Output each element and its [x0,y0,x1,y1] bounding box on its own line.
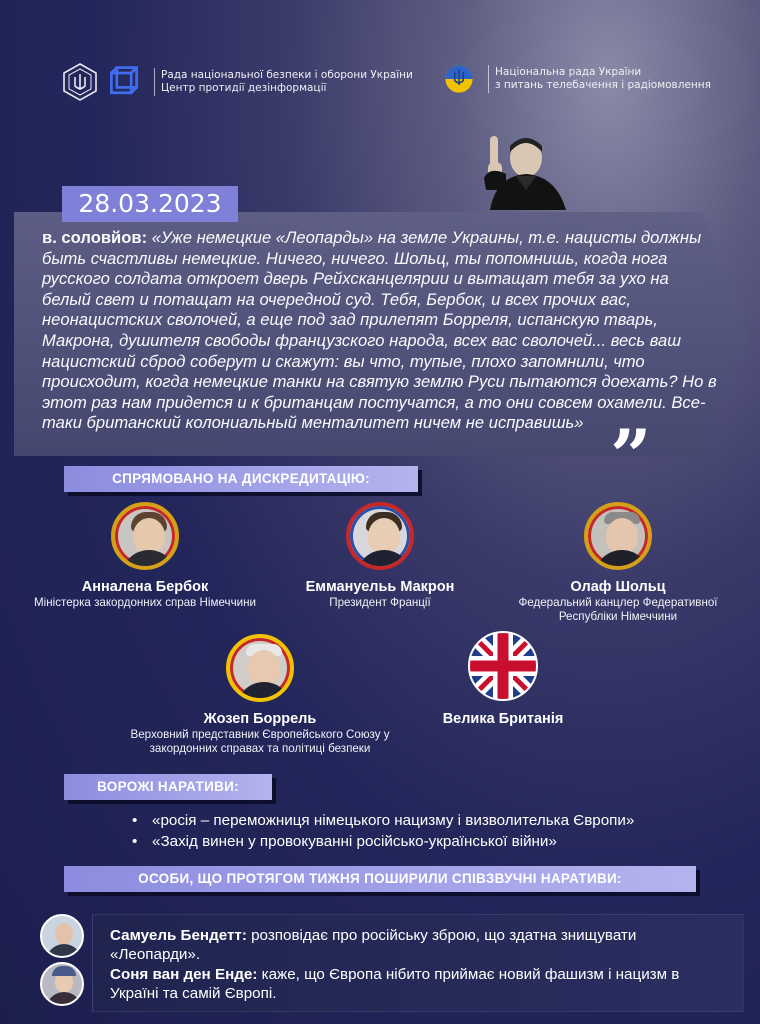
person-role: Президент Франції [329,596,431,609]
uk-flag-icon [467,630,539,702]
council-name-line1: Національна рада України [495,66,642,78]
person-name: Жозеп Боррель [203,711,317,727]
spreader-item [110,965,740,984]
quote-body: «Уже немецкие «Леопарды» на земле Украины, т.е. нацисты должны быть счастливы немецкие. Ничего, ничего. Шольц, ты попомнишь, когда нога русского солдата откроет дверь Рейхсканцелярии и вытащат тебя за ухо на белый свет и потащат на очередной суд. Тебя, Бербок, и всех прочих вас, неонацистских сволочей, а еще под зад прилепят Борреля, испанскую тварь, Макрона, душителя свободы французского народа, всех вас сволочей... весь ваш нацистский сброд соберут и скажут: вы что, тупые, плохо запомнили, что происходит, когда немецкие танки на святую землю Руси пытаются доехать? Но в этот раз нам придется и к британцам постучатся, а то они совсем охамели. Все-таки британский колониальный менталитет ничем не исправишь» [42,228,717,433]
spreaders-label: ОСОБИ, ЩО ПРОТЯГОМ ТИЖНЯ ПОШИРИЛИ СПІВЗВУЧНІ НАРАТИВИ: [64,866,696,892]
uk-target [410,630,596,728]
spreader-statement-cont: Україні та самій Європі. [110,985,277,1003]
person-role-line1: Верховний представник Європейського Союзу у [130,728,390,741]
closing-quote-icon: ” [610,413,652,498]
person-role: Міністерка закордонних справ Німеччини [34,596,256,609]
avatar [111,502,179,570]
cube-logo-icon [106,64,142,100]
council-name-line2: з питань телебачення і радіомовлення [495,79,711,91]
national-council-emblem-icon [442,62,476,96]
avatar [346,502,414,570]
person-scholz [490,502,746,624]
spreaders-text [110,926,740,1004]
person-name: Анналена Бербок [81,579,209,595]
spreader-item [110,926,740,945]
narratives-label: ВОРОЖІ НАРАТИВИ: [64,774,272,800]
person-role-line2: Республіки Німеччини [558,610,678,623]
avatar-bendett [40,914,84,958]
person-role-line1: Федеральний канцлер Федеративної [518,596,718,609]
nsdc-trident-seal-icon [60,62,100,102]
national-council-org-text [495,66,711,92]
spreader-statement-cont: «Леопарди». [110,946,201,964]
date-badge: 28.03.2023 [62,186,238,222]
person-name: Велика Британія [442,711,564,727]
person-macron [280,502,480,610]
nsdc-name: Рада національної безпеки і оборони України [161,69,413,81]
person-baerbock [20,502,270,610]
person-name: Олаф Шольц [570,579,666,595]
header [60,62,720,106]
nsdc-org-text [161,69,413,95]
person-name: Еммануельь Макрон [305,579,455,595]
man-raising-finger-photo [476,118,576,210]
targets-label: СПРЯМОВАНО НА ДИСКРЕДИТАЦІЮ: [64,466,418,492]
nsdc-logo-group [60,62,413,102]
person-borrell [110,634,410,756]
spreader-statement: розповідає про російську зброю, що здатна знищувати [246,927,637,944]
divider [154,68,155,96]
quote-text [42,228,722,434]
divider [488,65,489,93]
cpd-name: Центр протидії дезінформації [161,82,327,94]
avatar-van-den-ende [40,962,84,1006]
national-council-logo-group [442,62,711,96]
quote-speaker: в. соловйов: [42,228,148,247]
narrative-item: • «росія – переможниця німецького нацизму і визволителька Європи» [132,810,634,831]
narrative-item: • «Захід винен у провокуванні російсько-української війни» [132,831,634,852]
spreader-name: Самуель Бендетт: [110,927,247,944]
spreader-name: Соня ван ден Енде: [110,965,258,983]
narratives-list [132,810,634,852]
person-role-line2: закордонних справах та політиці безпеки [149,742,371,755]
avatar [226,634,294,702]
avatar [584,502,652,570]
spreader-statement: каже, що Європа нібито приймає новий фашизм і нацизм в [257,965,680,983]
